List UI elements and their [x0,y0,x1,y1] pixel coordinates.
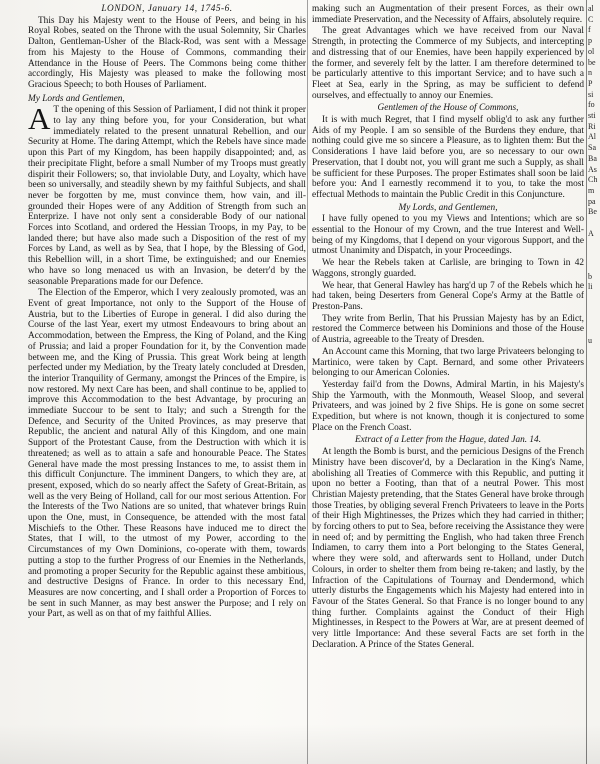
edge-fragment [588,710,600,721]
edge-fragment [588,486,600,497]
edge-fragment: li [588,282,593,292]
news-item-carlisle: We hear the Rebels taken at Carlisle, are bringing to Town in 42 Waggons, strongly guarded. [312,258,584,279]
commons-speech: It is with much Regret, that I find myself oblig'd to ask any further Aids of my People. I am so sensible of the Burdens they endure, that nothing could give me so sincere a Pleasure, as to lighten them: But the Considerations I have laid before you, are so necessary to our own Preservation, that I doubt not, you will grant me such a Supply, as shall be sufficient for these Purposes. The proper Estimates shall soon be laid before you: And I earnestly recommend it to you, to take the most effectual Methods to maintain the Public Credit in this Conjuncture. [312,115,584,200]
edge-fragment [588,454,600,465]
edge-fragment: Ch [588,175,598,185]
news-item-hawley: We hear, that General Hawley has harg'd up 7 of the Rebels which he had taken, being Deserters from General Cope's Army at the Battle of Preston-Pans. [312,280,584,312]
adjacent-page-edge-column [588,4,600,758]
edge-fragment [588,368,600,379]
edge-fragment [588,625,600,636]
edge-fragment [588,668,600,679]
edge-fragment [588,743,600,754]
edge-fragment [588,593,600,604]
edge-fragment [588,421,600,432]
edge-fragment: p [588,36,592,46]
edge-fragment: Ba [588,153,597,163]
edge-fragment [588,614,600,625]
edge-fragment [588,635,600,646]
speech-paragraph-2: The Election of the Emperor, which I very zealously promoted, was an Event of great Importance, not only to the Support of the House of Austria, but to the Liberties of Europe in general. I did also during the Course of the last Year, exert my utmost Endeavours to bring about an Accommodation, between the Empress, the King of Poland, and the King of Prussia; and laid a proper Foundation for it, by the Convention made between me, and the King of Prussia. This great Work being at length perfected under my Mediation, by the Treaty lately concluded at Dresden, the interior Tranquility of Germany, amongst the Princes of the Empire, is now restored. My next Care has been, and shall continue to be, applied to improve this Accommodation to the best Advantage, by procuring an immediate Succour to be sent to Italy; and such a Strength for the Defence, and Security of the United Provinces, as may preserve that Republic, the ancient and natural Ally of this Kingdom, and one main Support of the Protestant Cause, from the Destruction with which it is threatened; as well as to attain a safe and honourable Peace. The States General have made the most pressing Instances to me, to assist them in this difficult Conjuncture. The imminent Dangers, to which they are, at present, exposed, which do so nearly affect the Safety of Great-Britain, as well as the very Being of Holland, call for our most serious Attention. For the Interests of the Two Nations are so united, that whatever brings Ruin upon the One, must, in Consequence, be attended with the most fatal Mischiefs to the Other. These Reasons have induced me to direct the States, that I will, to the utmost of my Power, according to the Circumstances of my Own Dominions, co-operate with them, towards putting a stop to the further Progress of our Enemies in the Netherlands, and promoting a proper Security for the Republic against these ambitious, and destructive Designs of France. In order to this necessary End, Measures are now concerting, and I shall order a Proportion of Forces to be sent in such Manner, as may best answer the Purpose; and I rely on your Part, as well as on that of my faithful Allies. [28,288,306,620]
edge-fragment: A [588,228,594,238]
edge-fragment [588,347,600,358]
edge-fragment [588,753,600,758]
edge-fragment [588,379,600,390]
edge-fragment [588,689,600,700]
edge-fragment [588,432,600,443]
edge-fragment [588,239,600,250]
edge-fragment [588,475,600,486]
navy-paragraph: The great Advantages which we have received from our Naval Strength, in protecting the Commerce of my Subjects, and intercepting and distressing that of our Enemies, have been happily experienced by the former, and severely felt by the latter. I am therefore determined to be particularly attentive to this important Service; and to have such a Fleet at Sea, early in the Spring, as may be sufficient to defend ourselves, and effectually to annoy our Enemies. [312,26,584,101]
edge-fragment: n [588,68,592,78]
news-item-berlin: They write from Berlin, That his Prussian Majesty has by an Edict, restored the Commerce between his Dominions and those of the House of Austria, agreeable to the Treaty of Dresden. [312,313,584,346]
edge-fragment: Sa [588,143,596,153]
edge-fragment [588,571,600,582]
lords-heading: My Lords, and Gentlemen, [398,202,498,213]
edge-fragment: si [588,89,594,99]
edge-fragment [588,603,600,614]
lords-speech: I have fully opened to you my Views and Intentions; which are so essential to the Honour of my Crown, and the true Interest and Well-being of my Kingdoms, that I depend on your vigorous Support, and the utmost Unanimity and Dispatch, in your Proceedings. [312,214,584,257]
edge-fragment: be [588,57,596,67]
edge-fragment: f [588,25,591,35]
edge-fragment [588,528,600,539]
edge-fragment [588,646,600,657]
edge-fragment [588,411,600,422]
edge-fragment [588,400,600,411]
edge-fragment [588,657,600,668]
news-item-privateers: An Account came this Morning, that two large Privateers belonging to Martinico, were taken by Capt. Bernard, and some other Privateers belonging to our American Colonies. [312,346,584,379]
edge-fragment: C [588,14,594,24]
edge-fragment [588,357,600,368]
edge-fragment [588,314,600,325]
edge-fragment [588,518,600,529]
news-item-downs: Yesterday fail'd from the Downs, Admiral Martin, in his Majesty's Ship the Yarmouth, with the Monmouth, Weasel Sloop, and several Privateers, and was joined by 2 five Ships. He is gone on some secret Expedition, but where is not known, though it is conjectured to some Place on the French Coast. [312,379,584,433]
dateline: LONDON, January 14, 1745-6. [101,4,233,14]
column-divider [307,0,308,764]
edge-fragment [588,550,600,561]
edge-fragment [588,250,600,261]
edge-fragment: P [588,78,593,88]
drop-cap: A [28,101,51,137]
edge-fragment [588,721,600,732]
edge-fragment [588,293,600,304]
intro-paragraph: This Day his Majesty went to the House of Peers, and being in his Royal Robes, seated on the Throne with the usual Solemnity, Sir Charles Dalton, Gentleman-Usher of the Black-Rod, was sent with a Message from his Majesty to the House of Commons, commanding their Attendance in the House of Peers. The Commons being come thither accordingly, His Majesty was pleased to make the following most Gracious Speech; to both Houses of Parliament. [28,15,306,90]
edge-fragment: Al [588,132,596,142]
commons-heading: Gentlemen of the House of Commons, [377,103,519,114]
speech-continuation: making such an Augmentation of their present Forces, as their own immediate Preservation, and the Necessity of Affairs, absolutely require. [312,4,584,25]
edge-fragment: Be [588,207,597,217]
hague-letter: At length the Bomb is burst, and the pernicious Designs of the French Ministry have been discover'd, by a Declaration in the King's Name, abolishing all Treaties of Commerce with this Republic, and putting it upon no better a Footing, than that of a neutral Power. This most Christian Majesty pretending, that the States General have broke through those Treaties, by obliging several French Privateers to leave in the Ports of their High Mightinesses, the Prizes which they had carried in thither; by forcing others to put to Sea, before receiving the Assistance they were in need of; and by permitting the English, who had taken three French Indiamen, to carry them into a Port belonging to the States General, where they were sold, and afterwards sent to Holland, under Dutch Colours, in order to shelter them from being re-taken; and lastly, by the Infraction of the Capitulations of Tournay and Dendermond, which utterly disturbs the Engagements which his Majesty had entered into in Favour of the States General. So that France is no longer bound to any thing further. Complaints against the Conduct of their High Mightinesses, in Respect to the Powers at War, are at present deemed of very little Importance: And these several Facts are set forth in the Declaration. A Prince of the States General. [312,447,584,650]
edge-fragment: m [588,185,595,195]
edge-fragment: Ri [588,121,596,131]
edge-fragment [588,218,600,229]
left-column [28,4,306,758]
edge-fragment: sti [588,111,596,121]
edge-fragment [588,732,600,743]
edge-fragment: al [588,4,594,13]
speech-paragraph-1 [28,101,306,287]
edge-fragment: ol [588,46,595,56]
speech-paragraph-1-text: T the opening of this Session of Parliament, I did not think it proper to lay any thing before you, for your Consideration, but what immediately related to the present unnatural Rebellion, and our Security at Home. The daring Attempt, which the Rebels have since made upon this Part of my Kingdom, has been happily disappointed; and, as their precipitate Flight, before a small Number of my Troops must greatly dispirit their Followers; so, that inviolable Duty, and Loyalty, which have been so universally, and steadily shewn by my faithful Subjects, and shall never be forgotten by me, must convince them, how vain, and ill-grounded their Hopes were of any Addition of Strength from such an Enterprize. I have not only sent a considerable Body of our national Forces into Scotland, and ordered the Hessian Troops, in my Pay, to be landed there; but have also made such a Disposition of the rest of my Forces by Land, as well as by Sea, that I hope, by the Blessing of God, this Rebellion will, in a short Time, be extinguished; and our Enemies who have so long menaced us with an Invasion, be deterr'd by the seasonable Preparations made for our Defence. [28,105,306,287]
edge-fragment: pa [588,196,596,206]
edge-fragment [588,325,600,336]
salutation-lords-gentlemen: My Lords and Gentlemen, [28,93,125,104]
edge-fragment [588,261,600,272]
edge-fragment [588,700,600,711]
edge-fragment [588,464,600,475]
edge-fragment [588,507,600,518]
edge-fragment [588,389,600,400]
edge-divider [586,0,587,764]
edge-fragment [588,561,600,572]
right-column [312,4,584,758]
edge-fragment [588,304,600,315]
edge-fragment [588,443,600,454]
edge-fragment [588,678,600,689]
hague-heading: Extract of a Letter from the Hague, dated Jan. 14. [354,435,542,446]
edge-fragment [588,539,600,550]
edge-fragment [588,582,600,593]
edge-fragment: fo [588,100,595,110]
edge-fragment: u [588,335,592,345]
edge-fragment: b [588,271,592,281]
edge-fragment: As [588,164,597,174]
edge-fragment [588,496,600,507]
